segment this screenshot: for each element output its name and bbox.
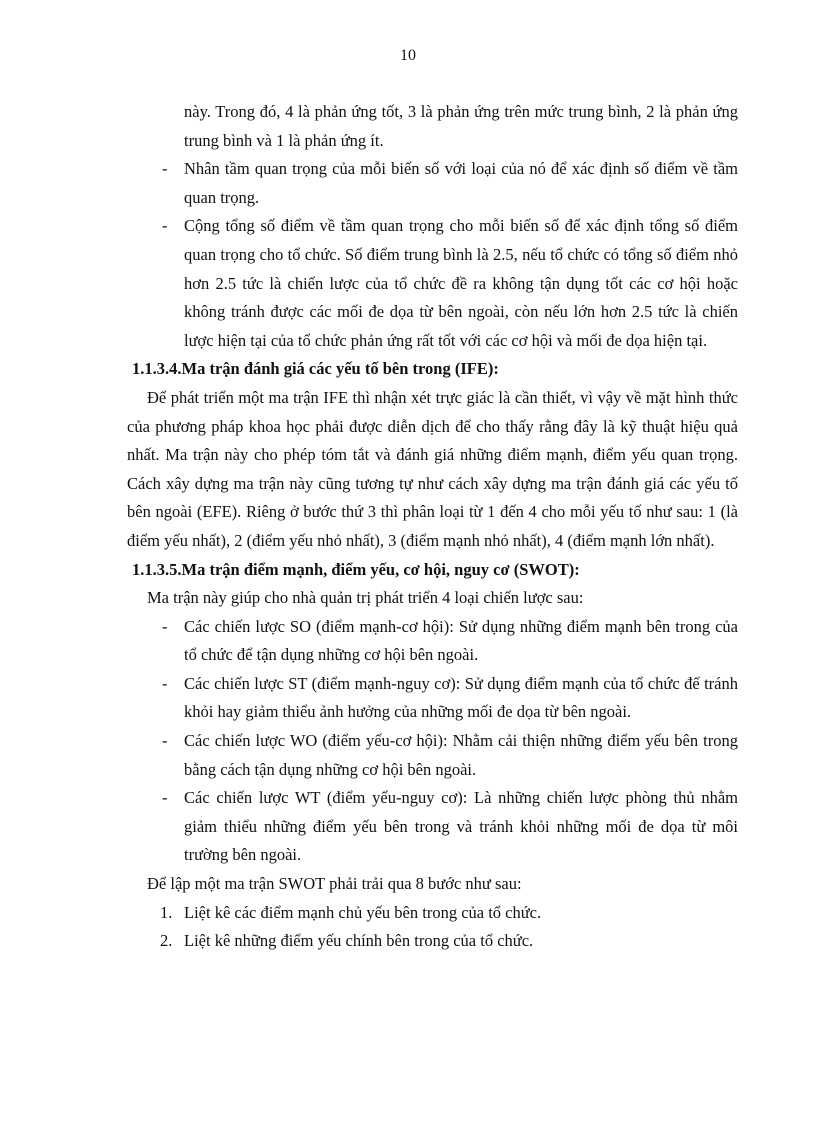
list-item-text: Các chiến lược SO (điểm mạnh-cơ hội): Sử dụng những điểm mạnh bên trong của tổ chức để tận dụng những cơ hội bên ngoài. [184,616,738,665]
list-item [127,155,738,212]
bullet-dash: - [162,731,168,751]
bullet-dash: - [162,216,168,236]
list-item-text: Liệt kê những điểm yếu chính bên trong của tổ chức. [184,931,534,951]
bullet-dash: - [162,673,168,693]
continuation-paragraph: này. Trong đó, 4 là phản ứng tốt, 3 là phản ứng trên mức trung bình, 2 là phản ứng trung bình và 1 là phản ứng ít. [184,102,738,150]
list-item [127,899,738,928]
list-item-text: Các chiến lược WT (điểm yếu-nguy cơ): Là những chiến lược phòng thủ nhằm giảm thiểu những điểm yếu bên trong và tránh khỏi những mối đe dọa từ môi trường bên ngoài. [184,788,738,865]
list-number: 1. [160,902,173,922]
swot-intro-paragraph: Ma trận này giúp cho nhà quản trị phát triển 4 loại chiến lược sau: [147,588,584,608]
list-number: 2. [160,931,173,951]
efe-steps-list [127,155,738,355]
document-body [127,98,738,956]
list-item [127,613,738,670]
page-number: 10 [400,47,416,64]
ife-body-paragraph: Để phát triển một ma trận IFE thì nhận xét trực giác là cần thiết, vì vậy về mặt hình thức của phương pháp khoa học phải được diễn dịch để cho thấy rằng đây là kỹ thuật hiệu quả nhất. Ma trận này cho phép tóm tắt và đánh giá những điểm mạnh, điểm yếu quan trọng. Cách xây dựng ma trận này cũng tương tự như cách xây dựng ma trận đánh giá các yếu tố bên ngoài (EFE). Riêng ở bước thứ 3 thì phân loại từ 1 đến 4 cho mỗi yếu tố như sau: 1 (là điểm yếu nhất), 2 (điểm yếu nhỏ nhất), 3 (điểm mạnh nhỏ nhất), 4 (điểm mạnh lớn nhất). [127,387,738,550]
list-item [127,727,738,784]
list-item-text: Nhân tầm quan trọng của mỗi biến số với loại của nó để xác định số điểm về tầm quan trọng. [184,159,738,207]
list-item [127,784,738,870]
swot-steps-list [127,899,738,956]
list-item-text: Cộng tổng số điểm về tầm quan trọng cho mỗi biến số để xác định tổng số điểm quan trọng cho tổ chức. Số điểm trung bình là 2.5, nếu tổ chức có tổng số điểm nhỏ hơn 2.5 tức là chiến lược của tổ chức đề ra không tận dụng tốt các cơ hội hoặc không tránh được các mối đe dọa từ bên ngoài, còn nếu lớn hơn 2.5 tức là chiến lược hiện tại của tổ chức phản ứng rất tốt với các cơ hội và mối đe dọa hiện tại. [184,216,738,350]
bullet-dash: - [162,788,168,808]
bullet-dash: - [162,616,168,636]
list-item-text: Các chiến lược WO (điểm yếu-cơ hội): Nhằm cải thiện những điểm yếu bên trong bằng cách tận dụng những cơ hội bên ngoài. [184,731,738,779]
list-item-text: Liệt kê các điểm mạnh chủ yếu bên trong của tổ chức. [184,902,542,922]
section-heading-swot: 1.1.3.5.Ma trận điểm mạnh, điểm yếu, cơ hội, nguy cơ (SWOT): [132,559,580,579]
list-item [127,927,738,956]
list-item-text: Các chiến lược ST (điểm mạnh-nguy cơ): Sử dụng điểm mạnh của tổ chức để tránh khỏi hay giảm thiểu ảnh hưởng của những mối đe dọa từ bên ngoài. [184,673,738,722]
section-heading-ife: 1.1.3.4.Ma trận đánh giá các yếu tố bên trong (IFE): [132,359,499,379]
bullet-dash: - [162,159,168,179]
swot-strategies-list [127,613,738,870]
list-item [127,670,738,727]
list-item [127,212,738,355]
swot-steps-intro: Để lập một ma trận SWOT phải trải qua 8 bước như sau: [147,874,522,894]
